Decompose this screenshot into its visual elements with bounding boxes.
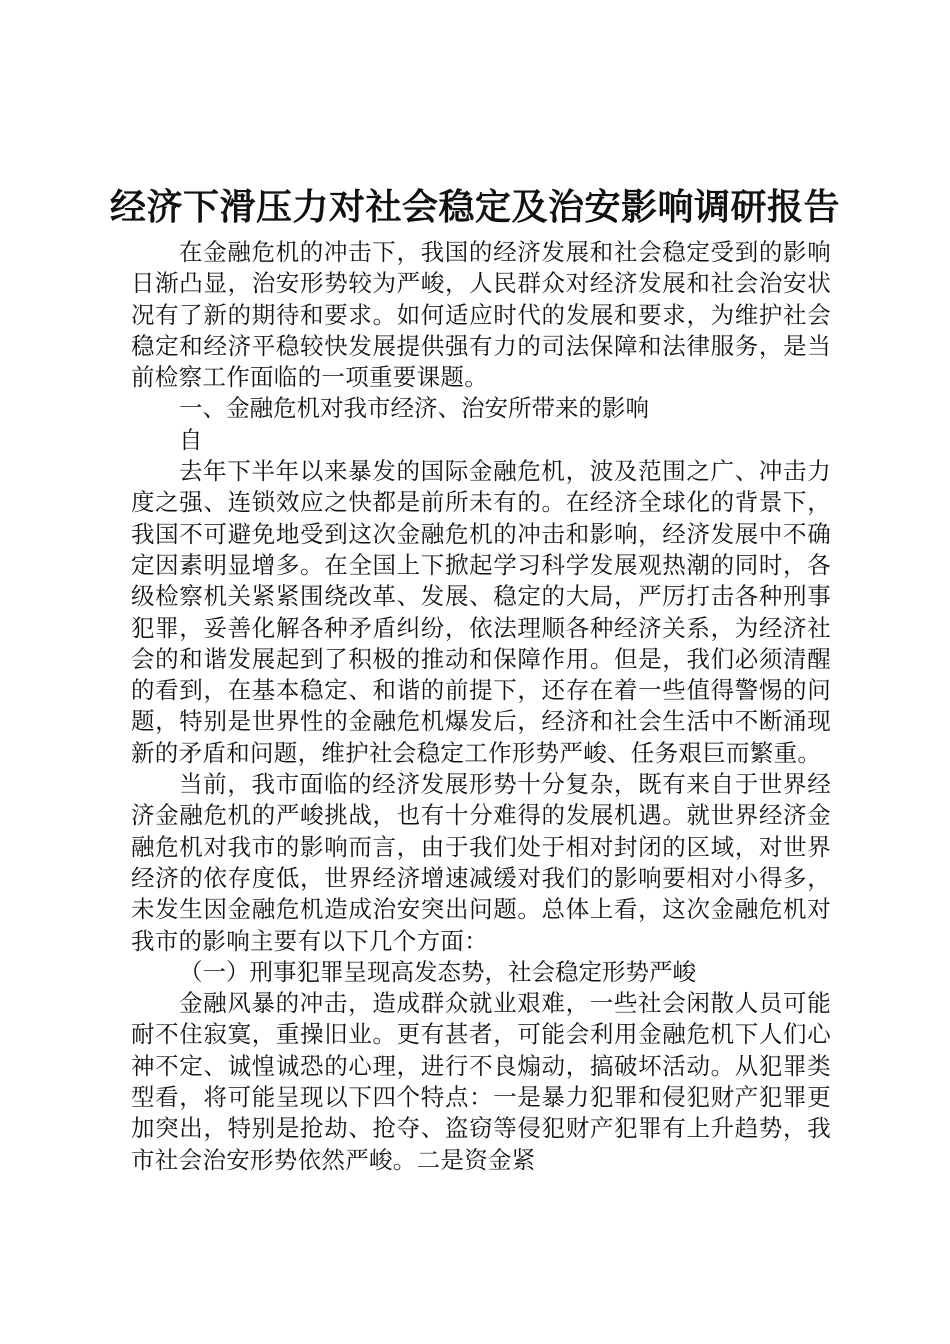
document-body	[131, 237, 831, 1176]
document-title: 经济下滑压力对社会稳定及治安影响调研报告	[109, 187, 840, 228]
paragraph-2: 去年下半年以来暴发的国际金融危机，波及范围之广、冲击力度之强、连锁效应之快都是前所未有的。在经济全球化的背景下，我国不可避免地受到这次金融危机的冲击和影响，经济发展中不确定因素明显增多。在全国上下掀起学习科学发展观热潮的同时，各级检察机关紧紧围绕改革、发展、稳定的大局，严厉打击各种刑事犯罪，妥善化解各种矛盾纠纷，依法理顺各种经济关系，为经济社会的和谐发展起到了积极的推动和保障作用。但是，我们必须清醒的看到，在基本稳定、和谐的前提下，还存在着一些值得警惕的问题，特别是世界性的金融危机爆发后，经济和社会生活中不断涌现新的矛盾和问题，维护社会稳定工作形势严峻、任务艰巨而繁重。	[131, 457, 831, 767]
paragraph-intro: 在金融危机的冲击下，我国的经济发展和社会稳定受到的影响日渐凸显，治安形势较为严峻，人民群众对经济发展和社会治安状况有了新的期待和要求。如何适应时代的发展和要求，为维护社会稳定和经济平稳较快发展提供强有力的司法保障和法律服务，是当前检察工作面临的一项重要课题。	[131, 238, 831, 392]
stray-character: 自	[179, 425, 203, 454]
paragraph-4: 金融风暴的冲击，造成群众就业艰难，一些社会闲散人员可能耐不住寂寞，重操旧业。更有甚者，可能会利用金融危机下人们心神不定、诚惶诚恐的心理，进行不良煽动，搞破坏活动。从犯罪类型看，将可能呈现以下四个特点：一是暴力犯罪和侵犯财产犯罪更加突出，特别是抢劫、抢夺、盗窃等侵犯财产犯罪有上升趋势，我市社会治安形势依然严峻。二是资金紧	[131, 989, 831, 1174]
section-heading-1: 一、金融危机对我市经济、治安所带来的影响	[179, 394, 649, 423]
subsection-heading-1: （一）刑事犯罪呈现高发态势，社会稳定形势严峻	[179, 957, 696, 986]
paragraph-3: 当前，我市面临的经济发展形势十分复杂，既有来自于世界经济金融危机的严峻挑战，也有十分难得的发展机遇。就世界经济金融危机对我市的影响而言，由于我们处于相对封闭的区域，对世界经济的依存度低，世界经济增速减缓对我们的影响要相对小得多，未发生因金融危机造成治安突出问题。总体上看，这次金融危机对我市的影响主要有以下几个方面：	[131, 770, 831, 955]
